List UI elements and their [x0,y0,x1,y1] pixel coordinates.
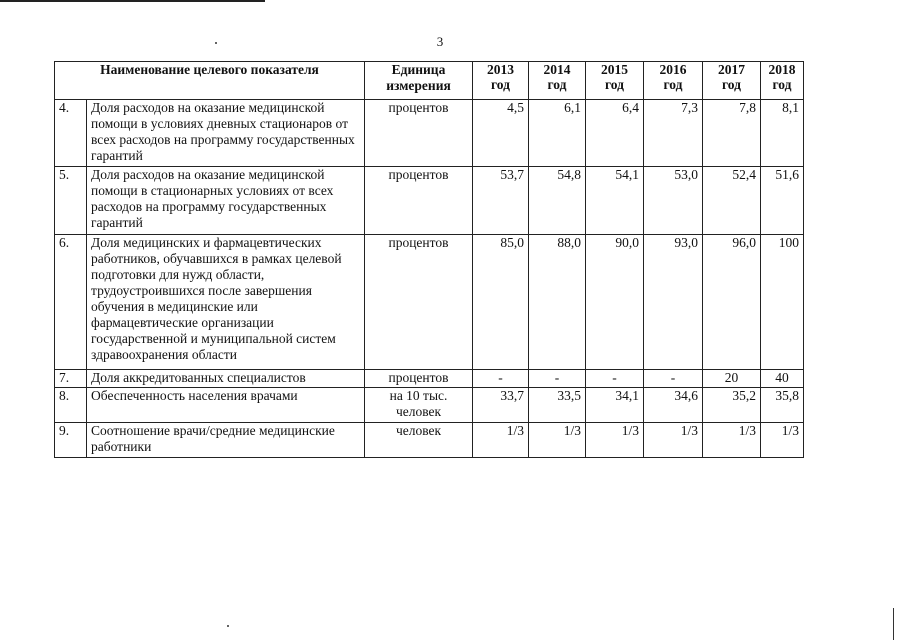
top-rule [0,0,265,2]
header-unit [365,62,473,100]
row-value-2016: - [644,370,703,388]
row-value-2016: 93,0 [644,235,703,370]
row-value-2017: 7,8 [703,100,761,167]
row-number: 5. [55,167,87,235]
header-indicator-name: Наименование целевого показателя [55,62,365,100]
row-value-2013: 1/3 [473,423,529,458]
header-year-suffix: год [491,77,510,92]
row-unit: процентов [365,100,473,167]
row-number: 8. [55,388,87,423]
row-number: 9. [55,423,87,458]
table-row [55,235,804,370]
row-number: 4. [55,100,87,167]
table-row [55,423,804,458]
row-value-2015: 54,1 [586,167,644,235]
header-year-value: 2013 [487,62,514,77]
row-value-2016: 53,0 [644,167,703,235]
row-indicator-name: Обеспеченность населения врачами [87,388,365,423]
row-value-2016: 34,6 [644,388,703,423]
row-value-2013: 53,7 [473,167,529,235]
row-value-2015: 90,0 [586,235,644,370]
row-value-2018: 1/3 [761,423,804,458]
page-number: 3 [436,34,444,49]
row-unit: процентов [365,235,473,370]
row-number: 6. [55,235,87,370]
header-year-value: 2018 [768,62,796,77]
row-indicator-name: Доля аккредитованных специалистов [87,370,365,388]
header-year-value: 2016 [659,62,687,77]
header-year-value: 2014 [543,62,571,77]
header-year-2017 [703,62,761,100]
header-year-2018 [761,62,804,100]
row-value-2017: 96,0 [703,235,761,370]
scan-edge-mark [893,608,894,640]
row-value-2015: - [586,370,644,388]
header-unit-line1: Единица [391,62,446,77]
row-value-2013: - [473,370,529,388]
row-value-2015: 6,4 [586,100,644,167]
row-unit: на 10 тыс. человек [365,388,473,423]
row-value-2013: 85,0 [473,235,529,370]
row-value-2014: 54,8 [529,167,586,235]
scan-speck [227,625,229,627]
row-number: 7. [55,370,87,388]
row-value-2015: 34,1 [586,388,644,423]
row-indicator-name: Соотношение врачи/средние медицинские работники [87,423,365,458]
row-value-2014: 1/3 [529,423,586,458]
header-year-2014 [529,62,586,100]
row-value-2018: 8,1 [761,100,804,167]
header-year-suffix: год [547,77,567,92]
row-indicator-name: Доля расходов на оказание медицинской помощи в стационарных условиях от всех расходов на программу государственных гарантий [87,167,365,235]
row-value-2018: 100 [761,235,804,370]
header-year-suffix: год [663,77,683,92]
header-year-2015 [586,62,644,100]
table-row [55,100,804,167]
header-year-value: 2017 [718,62,745,77]
row-value-2018: 35,8 [761,388,804,423]
row-value-2017: 52,4 [703,167,761,235]
header-unit-line2: измерения [386,78,451,93]
header-year-2016 [644,62,703,100]
row-value-2014: 88,0 [529,235,586,370]
header-year-suffix: год [772,77,792,92]
row-indicator-name: Доля медицинских и фармацевтических работников, обучавшихся в рамках целевой подготовки для нужд области, трудоустроившихся после завершения обучения в медицинские или фармацевтические организации государственной и муниципальной систем здравоохранения области [87,235,365,370]
row-value-2013: 33,7 [473,388,529,423]
row-value-2014: 33,5 [529,388,586,423]
row-value-2018: 40 [761,370,804,388]
header-year-2013 [473,62,529,100]
row-unit: процентов [365,370,473,388]
row-value-2016: 7,3 [644,100,703,167]
row-value-2013: 4,5 [473,100,529,167]
header-year-suffix: год [722,77,741,92]
row-value-2015: 1/3 [586,423,644,458]
row-value-2017: 20 [703,370,761,388]
row-value-2018: 51,6 [761,167,804,235]
row-value-2014: 6,1 [529,100,586,167]
table-row [55,167,804,235]
indicators-table [54,61,804,458]
row-value-2017: 35,2 [703,388,761,423]
header-row [55,62,804,100]
row-value-2017: 1/3 [703,423,761,458]
row-indicator-name: Доля расходов на оказание медицинской помощи в условиях дневных стационаров от всех расходов на программу государственных гарантий [87,100,365,167]
header-year-suffix: год [605,77,624,92]
header-year-value: 2015 [601,62,628,77]
table-row [55,388,804,423]
table-row [55,370,804,388]
row-value-2014: - [529,370,586,388]
row-unit: процентов [365,167,473,235]
row-unit: человек [365,423,473,458]
row-value-2016: 1/3 [644,423,703,458]
